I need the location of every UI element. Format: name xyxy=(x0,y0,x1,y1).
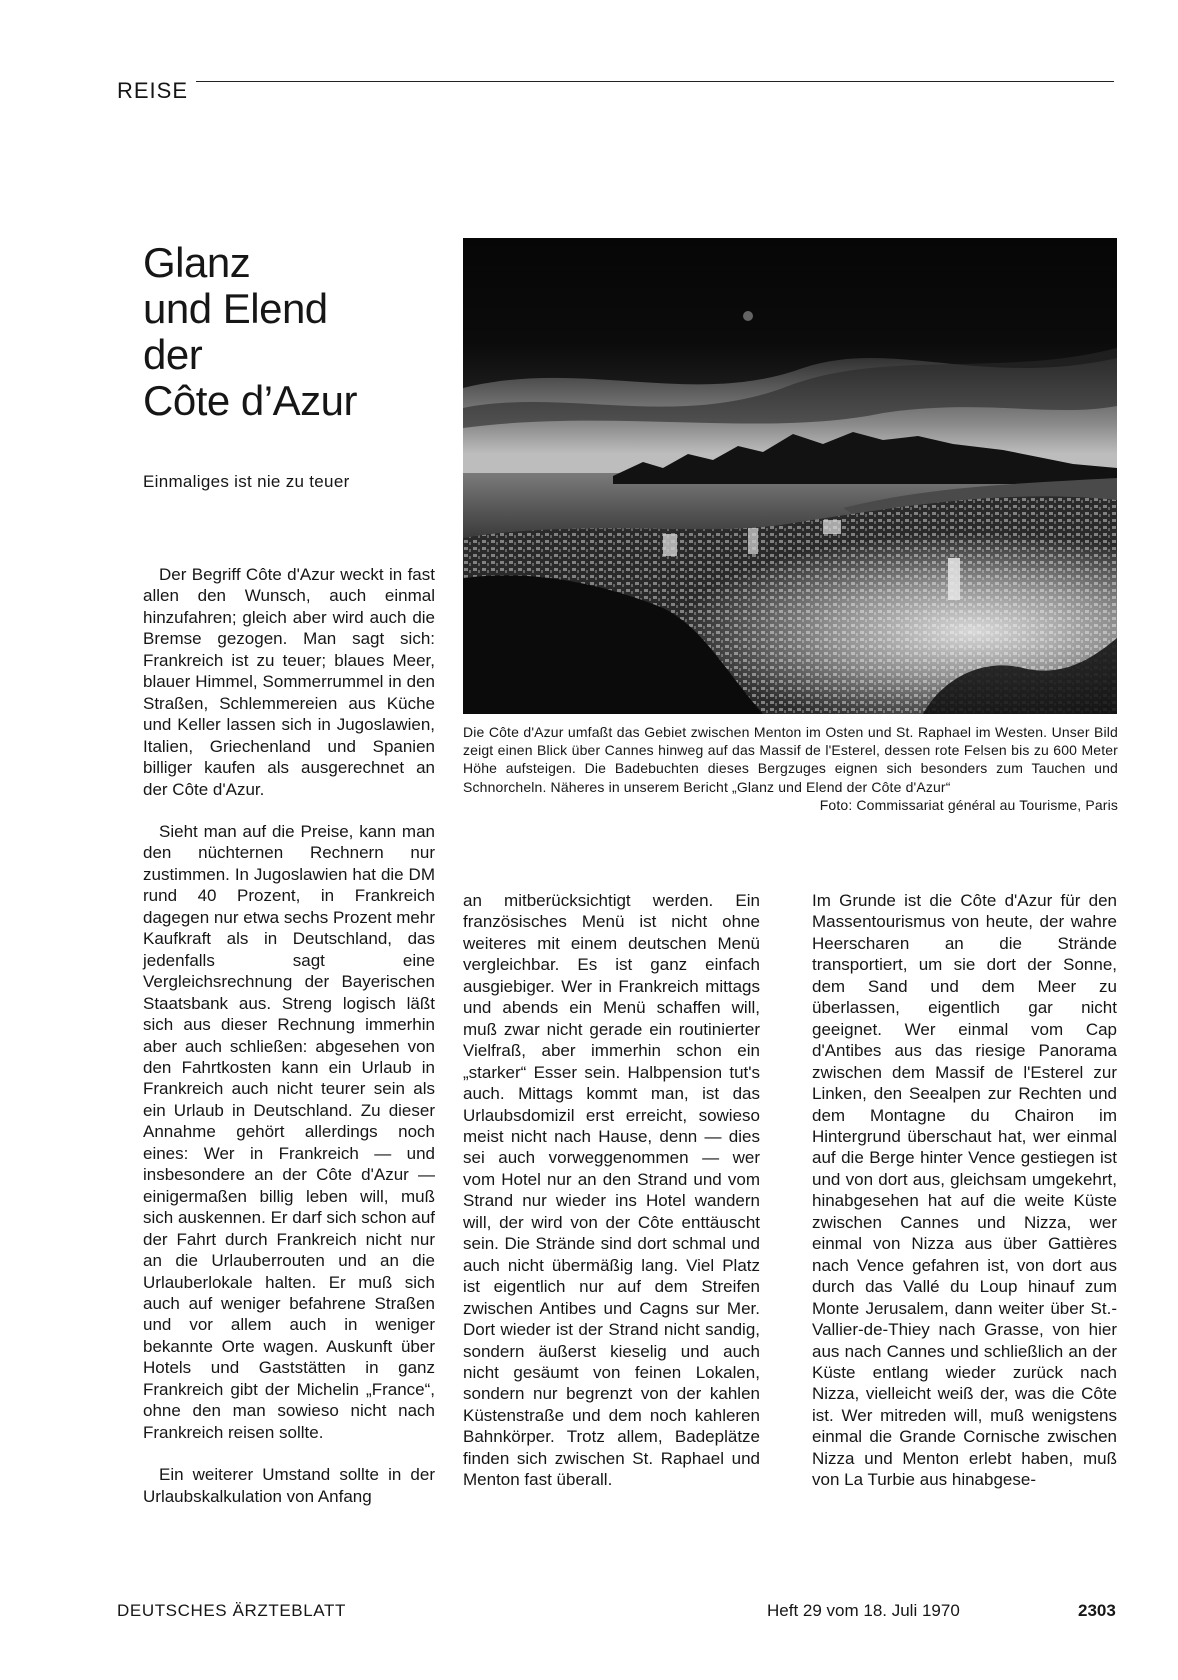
article-column-3 xyxy=(812,890,1117,1491)
body-paragraph: Sieht man auf die Preise, kann man den nüchternen Rechnern nur zustimmen. In Jugoslawien hat die DM rund 40 Prozent, in Frankreich dagegen nur etwa sechs Prozent mehr Kaufkraft als in Deutschland, das jedenfalls sagt eine Vergleichsrechnung der Bayerischen Staatsbank aus. Streng logisch läßt sich aus dieser Rechnung immerhin aber auch schließen: abgesehen von den Fahrtkosten kann ein Urlaub in Frankreich auch nicht teurer sein als ein Urlaub in Deutschland. Zu dieser Annahme gehört allerdings noch eines: Wer in Frankreich — und insbesondere an der Côte d'Azur — einigermaßen billig leben will, muß sich auskennen. Er darf sich schon auf der Fahrt durch Frankreich nicht nur an die Urlauberrouten und an die Urlauberlokale halten. Er muß sich auch auf weniger befahrene Straßen und vor allem auch in weniger bekannte Orte wagen. Auskunft über Hotels und Gaststätten in ganz Frankreich gibt der Michelin „France“, ohne den man sowieso nicht nach Frankreich reisen sollte. xyxy=(143,821,436,1442)
article-column-1 xyxy=(143,564,435,1507)
footer-issue: Heft 29 vom 18. Juli 1970 xyxy=(767,1601,960,1620)
headline-line: Glanz xyxy=(143,239,251,286)
photo-cannes-panorama xyxy=(463,238,1117,714)
footer-journal: DEUTSCHES ÄRZTEBLATT xyxy=(117,1601,346,1620)
photo-credit: Foto: Commissariat général au Tourisme, Paris xyxy=(819,796,1118,813)
headline-line: Côte d’Azur xyxy=(143,377,357,424)
page-number: 2303 xyxy=(1078,1601,1116,1620)
body-paragraph: Im Grunde ist die Côte d'Azur für den Massentourismus von heute, der wahre Heerscharen an die Strände transportiert, um sie dort der Sonne, dem Sand und dem Meer zu überlassen, eigentlich gar nicht geeignet. Wer einmal vom Cap d'Antibes aus das riesige Panorama zwischen dem Massif de l'Esterel zur Linken, den Seealpen zur Rechten und dem Montagne du Chairon im Hintergrund überschaut hat, wer einmal auf die Berge hinter Vence gestiegen ist und von dort aus, gleichsam umgekehrt, hinabgesehen hat auf die weite Küste zwischen Cannes und Nizza, wer einmal von Nizza aus über Gattières nach Vence gefahren ist, von dort aus durch das Vallé du Loup hinauf zum Monte Jerusalem, dann weiter über St.-Vallier-de-Thiey nach Grasse, von hier aus nach Cannes und schließlich an der Küste entlang wieder zurück nach Nizza, vielleicht weiß der, was die Côte ist. Wer mitreden will, muß wenigstens einmal die Grande Cornische zwischen Nizza und Menton erlebt haben, muß von La Turbie aus hinabgese- xyxy=(812,891,1117,1490)
caption-text: Die Côte d'Azur umfaßt das Gebiet zwischen Menton im Osten und St. Raphael im Westen. Unser Bild zeigt einen Blick über Cannes hinweg auf das Massif de l'Esterel, dessen rote Felsen bis zu 600 Meter Höhe aufsteigen. Die Badebuchten dieses Bergzuges eignen sich besonders zum Tauchen und Schnorcheln. Näheres in unserem Bericht „Glanz und Elend der Côte d'Azur“ xyxy=(463,724,1118,795)
headline-line: der xyxy=(143,331,203,378)
body-paragraph: Ein weiterer Umstand sollte in der Urlaubskalkulation von Anfang xyxy=(143,1465,435,1506)
article-column-2 xyxy=(463,890,760,1491)
photo-caption xyxy=(463,723,1118,814)
header-rule xyxy=(196,81,1114,82)
body-paragraph: an mitberücksichtigt werden. Ein französisches Menü ist nicht ohne weiteres mit einem deutschen Menü vergleichbar. Es ist ganz einfach ausgiebiger. Wer in Frankreich mittags und abends ein Menü schaffen will, muß zwar nicht gerade ein routinierter Vielfraß, aber immerhin schon ein „starker“ Esser sein. Halbpension tut's auch. Mittags kommt man, ist das Urlaubsdomizil erst erreicht, sowieso meist nicht nach Hause, denn — dies sei auch vorweggenommen — wer vom Hotel nur an den Strand und vom Strand nur wieder ins Hotel wandern will, der wird von der Côte enttäuscht sein. Die Strände sind dort schmal und auch nicht übermäßig lang. Viel Platz ist eigentlich nur auf dem Streifen zwischen Antibes und Cagns sur Mer. Dort wieder ist der Strand nicht sandig, sondern äußerst kieselig und auch nicht gesäumt von feinen Lokalen, sondern nur begrenzt von der kahlen Küstenstraße und dem noch kahleren Bahnkörper. Trotz allem, Badeplätze finden sich zwischen St. Raphael und Menton fast überall. xyxy=(463,891,760,1490)
article-subtitle: Einmaliges ist nie zu teuer xyxy=(143,472,350,491)
headline-line: und Elend xyxy=(143,285,328,332)
section-label: REISE xyxy=(117,78,189,103)
body-paragraph: Der Begriff Côte d'Azur weckt in fast allen den Wunsch, auch einmal hinzufahren; gleich aber wird auch die Bremse gezogen. Man sagt sich: Frankreich ist zu teuer; blaues Meer, blauer Himmel, Sommerrummel in den Straßen, Schlemmereien aus Küche und Keller lassen sich in Jugoslawien, Italien, Griechenland und Spanien billiger kaufen als ausgerechnet an der Côte d'Azur. xyxy=(143,565,435,799)
article-headline xyxy=(143,240,357,424)
